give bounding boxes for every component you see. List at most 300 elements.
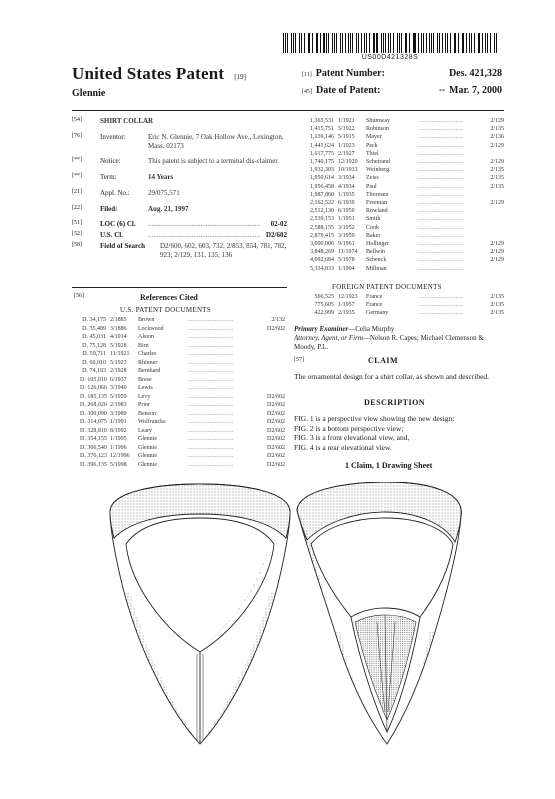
ref-classification: D2/602 [267, 436, 285, 442]
bib-row-title [72, 117, 287, 126]
ref-dot-leader: .............................. [188, 359, 233, 366]
design-title: SHIRT COLLAR [100, 117, 154, 125]
ref-patent-date: 5/1922 [338, 126, 355, 133]
us-classification: D2/602 [266, 231, 287, 239]
bib-code: [**] [72, 157, 82, 164]
ref-patent-number: D. 126,066 [80, 385, 107, 391]
ref-patent-date: 3/1940 [110, 385, 127, 391]
description-list [294, 414, 504, 452]
ref-patentee: Paul [366, 183, 377, 190]
term-value: 14 Years [148, 173, 174, 181]
ref-patentee: Rhinner [138, 359, 158, 366]
barcode-bar [299, 33, 300, 53]
ref-patent-number: D. 376,123 [80, 453, 107, 459]
ref-patent-date: 3/1886 [110, 325, 127, 332]
bib-row-inventor [72, 133, 287, 151]
ref-patentee: Peck [366, 142, 378, 149]
barcode-bar [376, 33, 377, 53]
ref-patent-date: 1/1996 [110, 444, 127, 451]
reference-row [80, 376, 285, 385]
reference-row [80, 435, 285, 444]
ref-classification: 2/135 [490, 183, 504, 190]
ref-patent-number: 5,334,833 [310, 265, 334, 272]
ref-patentee: Schenck [366, 257, 387, 264]
reference-row [302, 183, 504, 191]
claims-sheet-summary: 1 Claim, 1 Drawing Sheet [345, 461, 433, 470]
ref-patentee: Baker [366, 232, 381, 239]
ref-dot-leader: .............................. [418, 224, 463, 231]
barcode-bar [414, 33, 415, 53]
ref-classification [257, 367, 285, 376]
bib-row-field [72, 242, 287, 260]
reference-row [302, 232, 504, 240]
ref-patent-date: 5/1923 [110, 359, 127, 366]
collar-drawings [100, 482, 470, 787]
ref-dot-leader: .............................. [188, 368, 233, 374]
ref-classification: D2/602 [267, 402, 285, 408]
ref-patentee: Levy [138, 393, 151, 400]
ref-dot-leader: .............................. [188, 385, 233, 391]
barcode-bar [458, 33, 459, 53]
ref-patent-date: 4/1914 [110, 334, 127, 340]
patent-date: Mar. 7, 2000 [449, 85, 502, 96]
ref-patentee: Glennie [138, 436, 157, 442]
ref-patentee: Millman [366, 265, 387, 272]
date-label: Date of Patent: [316, 85, 381, 96]
ref-dot-leader: .............................. [418, 265, 463, 272]
ref-patent-number: D. 59,711 [82, 351, 106, 357]
barcode-bar [352, 33, 353, 53]
ref-patent-number: 566,525 [314, 294, 334, 300]
barcode [283, 33, 498, 53]
ref-classification: D2/602 [267, 419, 285, 425]
reference-row [302, 191, 504, 199]
inventor-address: Eric N. Glennie, 7 Oak Hollow Ave., Lexington, Mass. 02173 [148, 132, 284, 150]
claim-heading: CLAIM [368, 356, 399, 365]
bib-row-loc: [51] LOC (6) Cl. ................................................................ 02-02 [72, 220, 287, 229]
bibliographic-data [72, 117, 287, 266]
reference-row [302, 215, 504, 223]
ref-dot-leader: .............................. [418, 191, 463, 198]
description-item: FIG. 2 is a bottom perspective view; [294, 423, 404, 433]
ref-classification: 2/129 [490, 249, 504, 256]
ref-patent-date: 2/1928 [110, 368, 127, 374]
bib-label: U.S. Cl. [100, 231, 123, 239]
ref-patent-number: 1,441,624 [310, 142, 334, 149]
ref-patent-number: 1,415,751 [310, 126, 334, 133]
bib-code: [58] [72, 241, 82, 248]
bib-label: Appl. No.: [100, 188, 130, 197]
ref-dot-leader: .............................. [418, 142, 463, 149]
bib-code: [54] [72, 117, 82, 123]
ref-patentee: Hollinger [366, 241, 389, 248]
ref-dot-leader: .............................. [418, 126, 463, 133]
barcode-bar [463, 33, 464, 53]
reference-row [302, 248, 504, 256]
ref-dot-leader: .............................. [418, 310, 463, 317]
ref-classification: 2/136 [490, 134, 504, 141]
date-code: [45] [302, 89, 312, 95]
ref-patentee: Birn [138, 342, 149, 349]
title-ref-code: [19] [234, 73, 246, 81]
ref-patent-date: 1/1921 [338, 118, 355, 124]
ref-classification: 2/135 [490, 175, 504, 182]
ref-classification [257, 384, 285, 393]
bib-row-notice [72, 157, 287, 166]
ref-classification [257, 350, 285, 359]
reference-row [80, 461, 285, 470]
claim-text: The ornamental design for a shirt collar, as shown and described. [294, 372, 490, 381]
ref-classification [257, 376, 285, 385]
barcode-bar [369, 33, 370, 53]
ref-classification [482, 191, 504, 199]
ref-patent-number: D. 34,175 [82, 317, 106, 323]
refs-title: References Cited [140, 293, 198, 302]
ref-dot-leader: .............................. [418, 257, 463, 264]
ref-classification: D2/602 [267, 325, 285, 332]
ref-dot-leader: .............................. [418, 294, 463, 300]
ref-patent-number: D. 105,010 [80, 376, 107, 383]
ref-classification: D2/602 [267, 427, 285, 434]
ref-patentee: Alston [138, 334, 155, 340]
ref-patentee: Leary [138, 427, 152, 434]
description-item: FIG. 1 is a perspective view showing the new design; [294, 414, 455, 423]
ref-patent-date: 8/1992 [110, 427, 127, 434]
ref-patent-number: D. 74,193 [82, 368, 106, 374]
barcode-bar [328, 33, 329, 53]
ref-patent-date: 1/1994 [338, 265, 355, 272]
figure-rear-collar [297, 482, 461, 744]
reference-row [302, 265, 504, 273]
document-title: United States Patent [72, 64, 225, 83]
ref-patent-number: D. 354,155 [80, 436, 107, 442]
bib-code: [51] [72, 220, 82, 227]
ref-patentee: Glennie [138, 453, 157, 459]
reference-row [302, 309, 504, 317]
reference-row [302, 199, 504, 207]
bib-label: Term: [100, 173, 117, 181]
reference-row [80, 325, 285, 334]
reference-row [80, 316, 285, 325]
application-number: 29/075,571 [148, 188, 180, 197]
ref-dot-leader: .............................. [418, 232, 463, 239]
ref-dot-leader: .............................. [188, 325, 233, 332]
ref-patent-date: 1/1991 [110, 419, 127, 425]
ref-classification: D2/602 [267, 461, 285, 468]
reference-row [302, 117, 504, 125]
barcode-bar [485, 33, 486, 53]
ref-dot-leader: .............................. [188, 461, 233, 468]
ref-patentee: Smith [366, 216, 381, 223]
ref-classification: D2/602 [267, 444, 285, 451]
ref-patentee: Lewis [138, 385, 153, 391]
ref-patent-date: 6/1950 [338, 208, 355, 215]
ref-patent-number: D. 328,810 [80, 427, 107, 434]
reference-row [302, 224, 504, 232]
ref-patent-date: 6/1939 [338, 200, 355, 207]
description-item: FIG. 4 is a rear elevational view. [294, 442, 392, 452]
ref-patentee: Weinberg [366, 167, 390, 174]
ref-patent-number: 1,740,175 [310, 159, 334, 166]
ref-classification: D2/602 [267, 393, 285, 400]
ref-patentee: Bernhard [138, 368, 161, 374]
barcode-bar [447, 33, 448, 53]
ref-patent-number: D. 75,128 [82, 342, 106, 349]
barcode-bar [450, 33, 451, 53]
ref-patent-number: 1,365,531 [310, 118, 334, 124]
ref-patent-date: 3/1989 [110, 410, 127, 417]
barcode-bar [312, 33, 313, 53]
ref-patentee: France [366, 302, 383, 309]
barcode-bar [406, 33, 407, 53]
ref-patent-number: 422,999 [314, 310, 334, 317]
ref-patentee: Germany [366, 310, 389, 317]
bib-row-term [72, 173, 287, 182]
reference-row [302, 142, 504, 150]
patent-number-code: [11] [302, 72, 312, 78]
ref-patent-date: 11/1974 [338, 249, 358, 256]
ref-patent-date: 2/1935 [338, 310, 355, 317]
ref-classification: 2/135 [490, 167, 504, 174]
ref-patentee: France [366, 294, 383, 300]
foreign-patent-references [302, 293, 504, 318]
barcode-bar [423, 33, 424, 53]
ref-patent-number: 1,139,146 [310, 134, 334, 141]
ref-patent-number: 2,879,415 [310, 232, 334, 239]
barcode-bar [478, 33, 479, 53]
ref-dot-leader: .............................. [188, 427, 233, 434]
barcode-bar [340, 33, 341, 53]
patent-header [72, 64, 246, 99]
ref-patent-number: 1,950,614 [310, 175, 334, 182]
us-patent-references [80, 316, 285, 469]
ref-patentee: Prior [138, 402, 150, 408]
ref-patent-number: D. 60,010 [82, 359, 106, 366]
ref-patent-date: 3/1952 [338, 224, 355, 231]
attorney: Nelson R. Capes; Michael Clemenson & Moody, P.L. [294, 334, 484, 351]
attorney-label: Attorney, Agent, or Firm [294, 334, 363, 342]
ref-dot-leader: .............................. [188, 402, 233, 408]
patent-number-label: Patent Number: [315, 68, 385, 79]
ref-classification [482, 150, 504, 158]
ref-patentee: Lockwood [138, 325, 164, 332]
bib-row-filed [72, 205, 287, 214]
barcode-bar [381, 33, 382, 53]
reference-row [302, 166, 504, 174]
ref-dot-leader: .............................. [418, 175, 463, 182]
reference-row [302, 207, 504, 215]
barcode-bar [336, 33, 337, 53]
ref-classification [482, 232, 504, 240]
barcode-bar [471, 33, 472, 53]
reference-row [80, 367, 285, 376]
ref-patentee: Glennie [138, 444, 157, 451]
header-divider [72, 110, 504, 111]
ref-patent-number: 1,932,303 [310, 167, 334, 174]
description-heading: DESCRIPTION [364, 398, 426, 407]
reference-row [80, 342, 285, 351]
ref-classification: 2/129 [490, 159, 504, 166]
ref-patentee: Robinson [366, 126, 390, 133]
ref-dot-leader: .............................. [188, 317, 233, 323]
ref-patentee: Schetrand [366, 159, 390, 166]
reference-row [302, 133, 504, 141]
bib-code: [52] [72, 231, 82, 237]
ref-dot-leader: .............................. [188, 453, 233, 459]
ref-classification [257, 359, 285, 368]
ref-dot-leader: .............................. [188, 393, 233, 400]
us-patent-references-continued [302, 117, 504, 273]
ref-classification: 2/129 [490, 142, 504, 149]
ref-patent-date: 5/1959 [110, 393, 127, 400]
bib-label: LOC (6) Cl. [100, 220, 136, 229]
barcode-bar [323, 33, 324, 53]
ref-dot-leader: .............................. [188, 410, 233, 417]
bib-code: [76] [72, 132, 82, 139]
ref-patent-number: 2,588,155 [310, 224, 334, 231]
ref-patent-date: 11/1921 [110, 351, 130, 357]
primary-examiner: Celia Murphy [355, 325, 395, 333]
ref-dot-leader: .............................. [188, 342, 233, 349]
barcode-bar [429, 33, 430, 53]
ref-dot-leader: .............................. [418, 183, 463, 190]
ref-dot-leader: .............................. [418, 200, 463, 207]
ref-patentee: Shumway [366, 118, 390, 124]
ref-patent-date: 12/1929 [338, 159, 358, 166]
foreign-patents-heading: FOREIGN PATENT DOCUMENTS [332, 283, 442, 291]
ref-patentee: Brese [138, 376, 152, 383]
ref-classification: 2/129 [490, 257, 504, 264]
ref-patent-date: 5/1978 [338, 257, 355, 264]
ref-patentee: Bellwin [366, 249, 385, 256]
biblio-divider [72, 287, 287, 288]
ref-patentee: Wolfrancks [138, 419, 166, 425]
ref-classification [482, 207, 504, 215]
ref-dot-leader: .............................. [188, 376, 233, 383]
ref-dot-leader: .............................. [188, 444, 233, 451]
ref-classification: D2/602 [267, 453, 285, 459]
ref-patent-date: 1/1923 [338, 142, 355, 149]
ref-patent-number: D. 268,026 [80, 402, 107, 408]
ref-dot-leader: .............................. [418, 216, 463, 223]
ref-dot-leader: .............................. [418, 134, 463, 141]
ref-dot-leader: .............................. [418, 167, 463, 174]
barcode-bar [437, 33, 438, 53]
ref-patent-date: 12/1923 [338, 294, 358, 300]
ref-patent-date: 1/1995 [110, 436, 127, 442]
field-of-search: D2/600, 602, 603, 732; 2/853, 854, 781, 782, 923; 2/129, 131, 135, 136 [160, 241, 287, 259]
ref-patent-number: 3,848,269 [310, 249, 334, 256]
ref-patent-number: D. 396,135 [80, 461, 107, 468]
ref-patent-number: 1,956,458 [310, 183, 334, 190]
examiner-info: Primary Examiner—Celia Murphy Attorney, Agent, or Firm—Nelson R. Capes; Michael Clemenson & Moody, P.L. [294, 325, 484, 351]
us-patents-heading: U.S. PATENT DOCUMENTS [120, 306, 212, 314]
reference-row [80, 427, 285, 436]
ref-dot-leader: .............................. [418, 208, 463, 215]
ref-dot-leader: .............................. [188, 334, 233, 340]
reference-row [80, 410, 285, 419]
reference-row [80, 452, 285, 461]
ref-patent-number: D. 45,031 [82, 334, 106, 340]
ref-patent-date: 1/1957 [338, 302, 355, 309]
reference-row [302, 301, 504, 309]
ref-patent-date: 5/1915 [338, 134, 355, 141]
ref-patent-date: 5/1998 [110, 461, 127, 468]
ref-patent-date: 10/1933 [338, 167, 358, 174]
ref-classification: 2/129 [490, 118, 504, 124]
ref-classification: 2/129 [490, 200, 504, 207]
ref-classification: 2/132 [271, 317, 285, 323]
barcode-bar [409, 33, 410, 53]
patent-number: Des. 421,328 [448, 68, 502, 79]
ref-patent-number: 2,162,522 [310, 200, 334, 207]
ref-dot-leader: .............................. [418, 150, 463, 157]
filed-date: Aug. 21, 1997 [148, 204, 189, 213]
ref-patent-number: D. 300,090 [80, 410, 107, 417]
ref-dot-leader: .............................. [418, 302, 463, 309]
ref-patent-number: D. 185,135 [80, 393, 107, 400]
reference-row [302, 125, 504, 133]
barcode-bar [348, 33, 349, 53]
ref-patent-date: 12/1996 [110, 453, 130, 459]
barcode-bar [291, 33, 292, 53]
ref-patentee: Zeiss [366, 175, 379, 182]
ref-patent-number: 3,000,006 [310, 241, 334, 248]
barcode-bar [393, 33, 394, 53]
inventor-short: Glennie [72, 88, 106, 99]
barcode-bar [439, 33, 440, 53]
ref-patent-date: 3/1934 [338, 175, 355, 182]
ref-classification [257, 342, 285, 351]
reference-row [302, 293, 504, 301]
barcode-bar [487, 33, 488, 53]
reference-row [80, 333, 285, 342]
figure-front-collar [110, 484, 290, 744]
reference-row [80, 444, 285, 453]
ref-dot-leader: .............................. [418, 159, 463, 166]
ref-patent-date: 9/1961 [338, 241, 355, 248]
barcode-bar [283, 33, 284, 53]
bib-label: Notice: [100, 157, 121, 166]
reference-row [80, 401, 285, 410]
reference-row [80, 393, 285, 402]
ref-patentee: Freeman [366, 200, 387, 207]
ref-patent-number: 2,512,130 [310, 208, 334, 215]
bib-row-us-cl: [52] U.S. Cl. ................................................................ D2/602 [72, 231, 287, 239]
reference-row [80, 418, 285, 427]
barcode-bar [358, 33, 359, 53]
bib-code: [22] [72, 204, 82, 211]
patent-info [302, 68, 502, 102]
ref-patent-date: 2/1885 [110, 317, 127, 323]
ref-dot-leader: .............................. [418, 241, 463, 248]
ref-classification [257, 333, 285, 342]
ref-patent-date: 4/1934 [338, 183, 355, 190]
ref-patentee: Cook [366, 224, 380, 231]
loc-classification: 02-02 [270, 220, 287, 229]
ref-classification: 2/135 [490, 294, 504, 300]
refs-code: [56] [74, 293, 84, 299]
barcode-bar [494, 33, 495, 53]
ref-patent-number: D. 366,549 [80, 444, 107, 451]
ref-dot-leader: .............................. [418, 118, 463, 124]
ref-patentee: Brown [138, 317, 155, 323]
barcode-bar [366, 33, 367, 53]
ref-patent-number: 4,092,684 [310, 257, 334, 264]
ref-dot-leader: .............................. [418, 249, 463, 256]
bib-label: Filed: [100, 204, 118, 213]
ref-patent-number: 1,617,775 [310, 150, 334, 157]
